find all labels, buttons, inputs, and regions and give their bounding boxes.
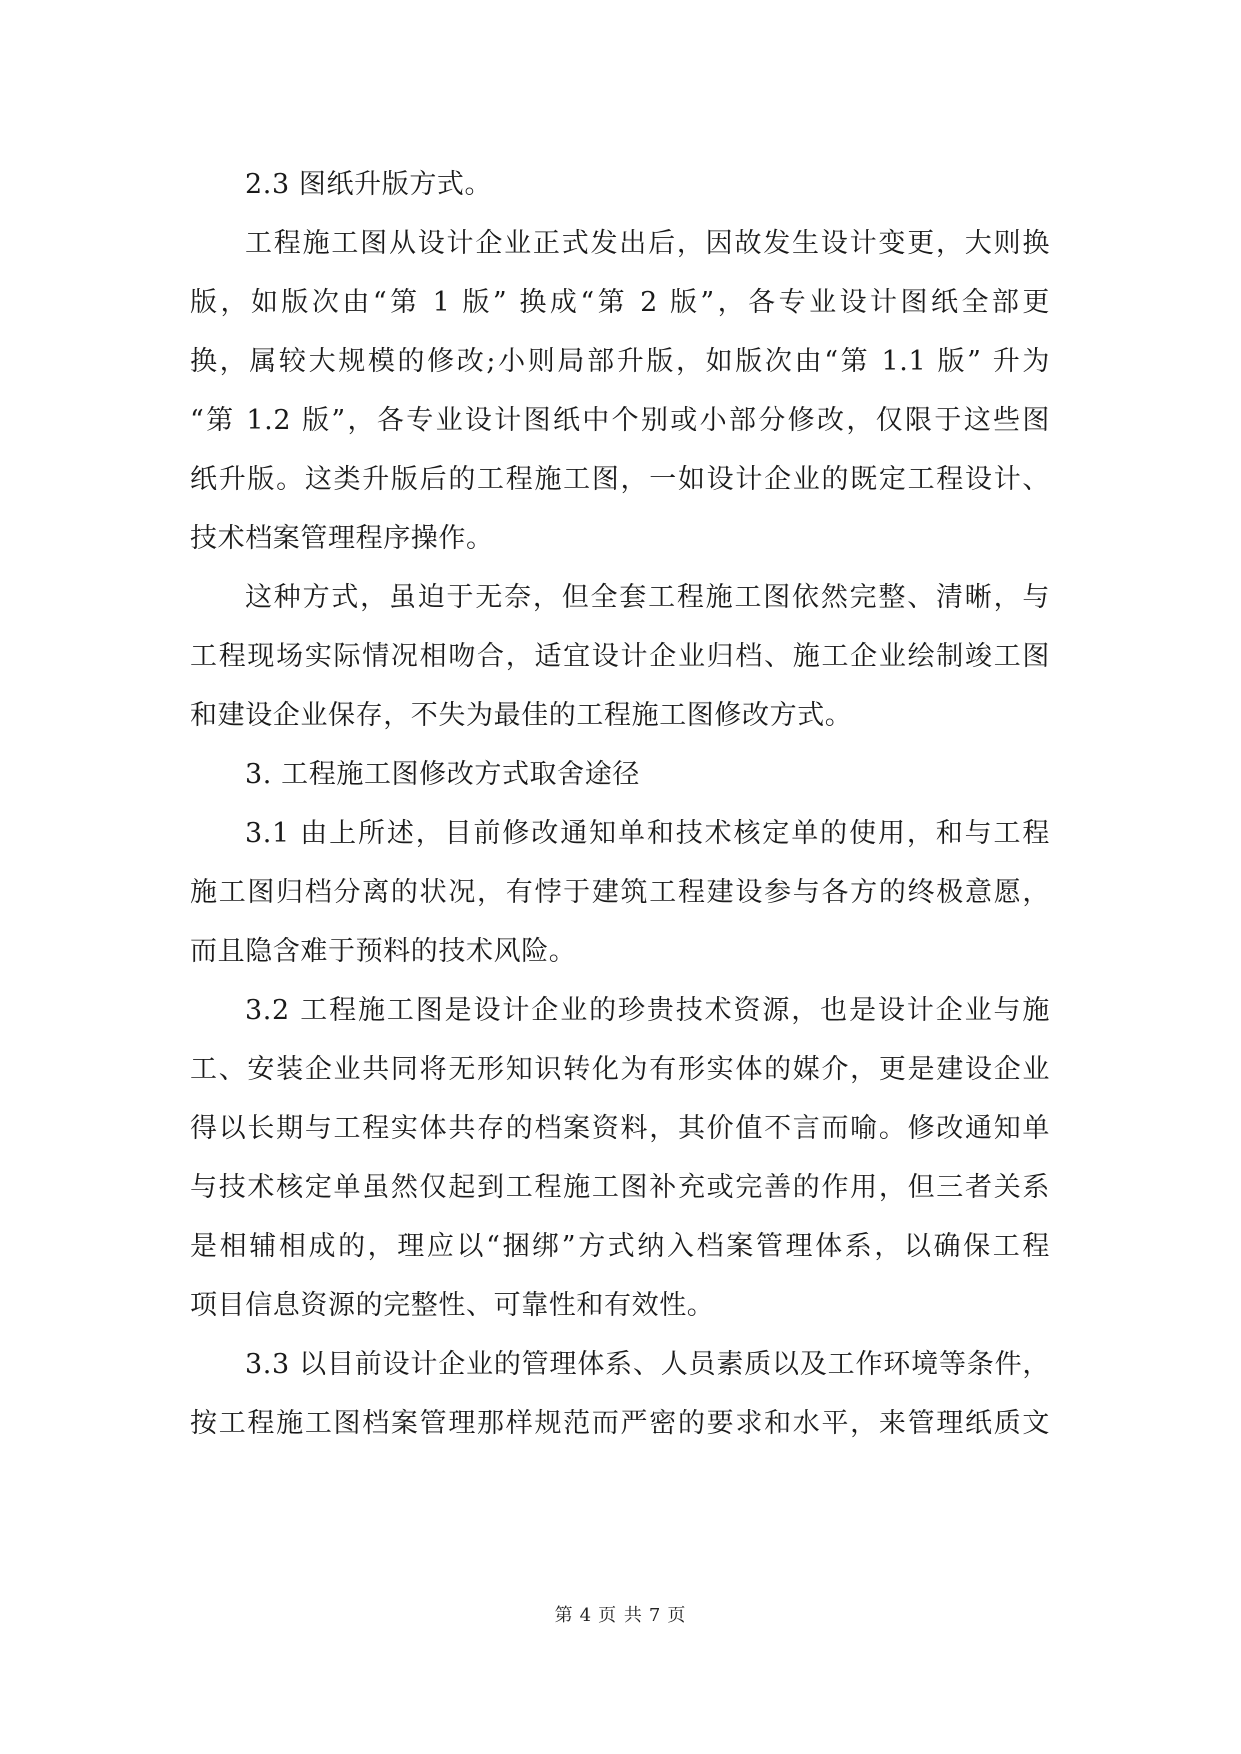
text-line: 纸升版。这类升版后的工程施工图，一如设计企业的既定工程设计、 xyxy=(190,464,1050,495)
text-line: 按工程施工图档案管理那样规范而严密的要求和水平，来管理纸质文 xyxy=(190,1408,1050,1439)
text-line: 施工图归档分离的状况，有悖于建筑工程建设参与各方的终极意愿， xyxy=(190,877,1050,908)
text-line: 3.1 由上所述，目前修改通知单和技术核定单的使用，和与工程 xyxy=(245,818,1050,849)
text-line: 这种方式，虽迫于无奈，但全套工程施工图依然完整、清晰，与 xyxy=(245,582,1050,613)
text-line: 版，如版次由“第 1 版” 换成“第 2 版”，各专业设计图纸全部更 xyxy=(190,287,1050,318)
footer-mid: 页 共 xyxy=(598,1605,643,1626)
text-line: 3. 工程施工图修改方式取舍途径 xyxy=(245,759,640,790)
footer-prefix: 第 xyxy=(554,1605,574,1626)
text-line: 而且隐含难于预料的技术风险。 xyxy=(190,936,577,967)
text-line: 和建设企业保存，不失为最佳的工程施工图修改方式。 xyxy=(190,700,853,731)
text-line: 工程现场实际情况相吻合，适宜设计企业归档、施工企业绘制竣工图 xyxy=(190,641,1050,672)
text-line: 3.2 工程施工图是设计企业的珍贵技术资源，也是设计企业与施 xyxy=(245,995,1050,1026)
body-text xyxy=(190,155,1050,1453)
footer-suffix: 页 xyxy=(667,1605,687,1626)
footer-total-pages: 7 xyxy=(648,1605,662,1626)
text-line: 工、安装企业共同将无形知识转化为有形实体的媒介，更是建设企业 xyxy=(190,1054,1050,1085)
text-line: 是相辅相成的，理应以“捆绑”方式纳入档案管理体系，以确保工程 xyxy=(190,1231,1050,1262)
text-line: 换，属较大规模的修改;小则局部升版，如版次由“第 1.1 版” 升为 xyxy=(190,346,1050,377)
text-line: 3.3 以目前设计企业的管理体系、人员素质以及工作环境等条件， xyxy=(245,1349,1050,1380)
text-line: 工程施工图从设计企业正式发出后，因故发生设计变更，大则换 xyxy=(245,228,1050,259)
text-line: 项目信息资源的完整性、可靠性和有效性。 xyxy=(190,1290,715,1321)
text-line: 得以长期与工程实体共存的档案资料，其价值不言而喻。修改通知单 xyxy=(190,1113,1050,1144)
text-line: 技术档案管理程序操作。 xyxy=(190,523,494,554)
text-line: 2.3 图纸升版方式。 xyxy=(245,169,493,200)
text-line: “第 1.2 版”，各专业设计图纸中个别或小部分修改，仅限于这些图 xyxy=(190,405,1050,436)
text-line: 与技术核定单虽然仅起到工程施工图补充或完善的作用，但三者关系 xyxy=(190,1172,1050,1203)
page-footer xyxy=(0,1604,1241,1628)
footer-page-number: 4 xyxy=(579,1605,593,1626)
